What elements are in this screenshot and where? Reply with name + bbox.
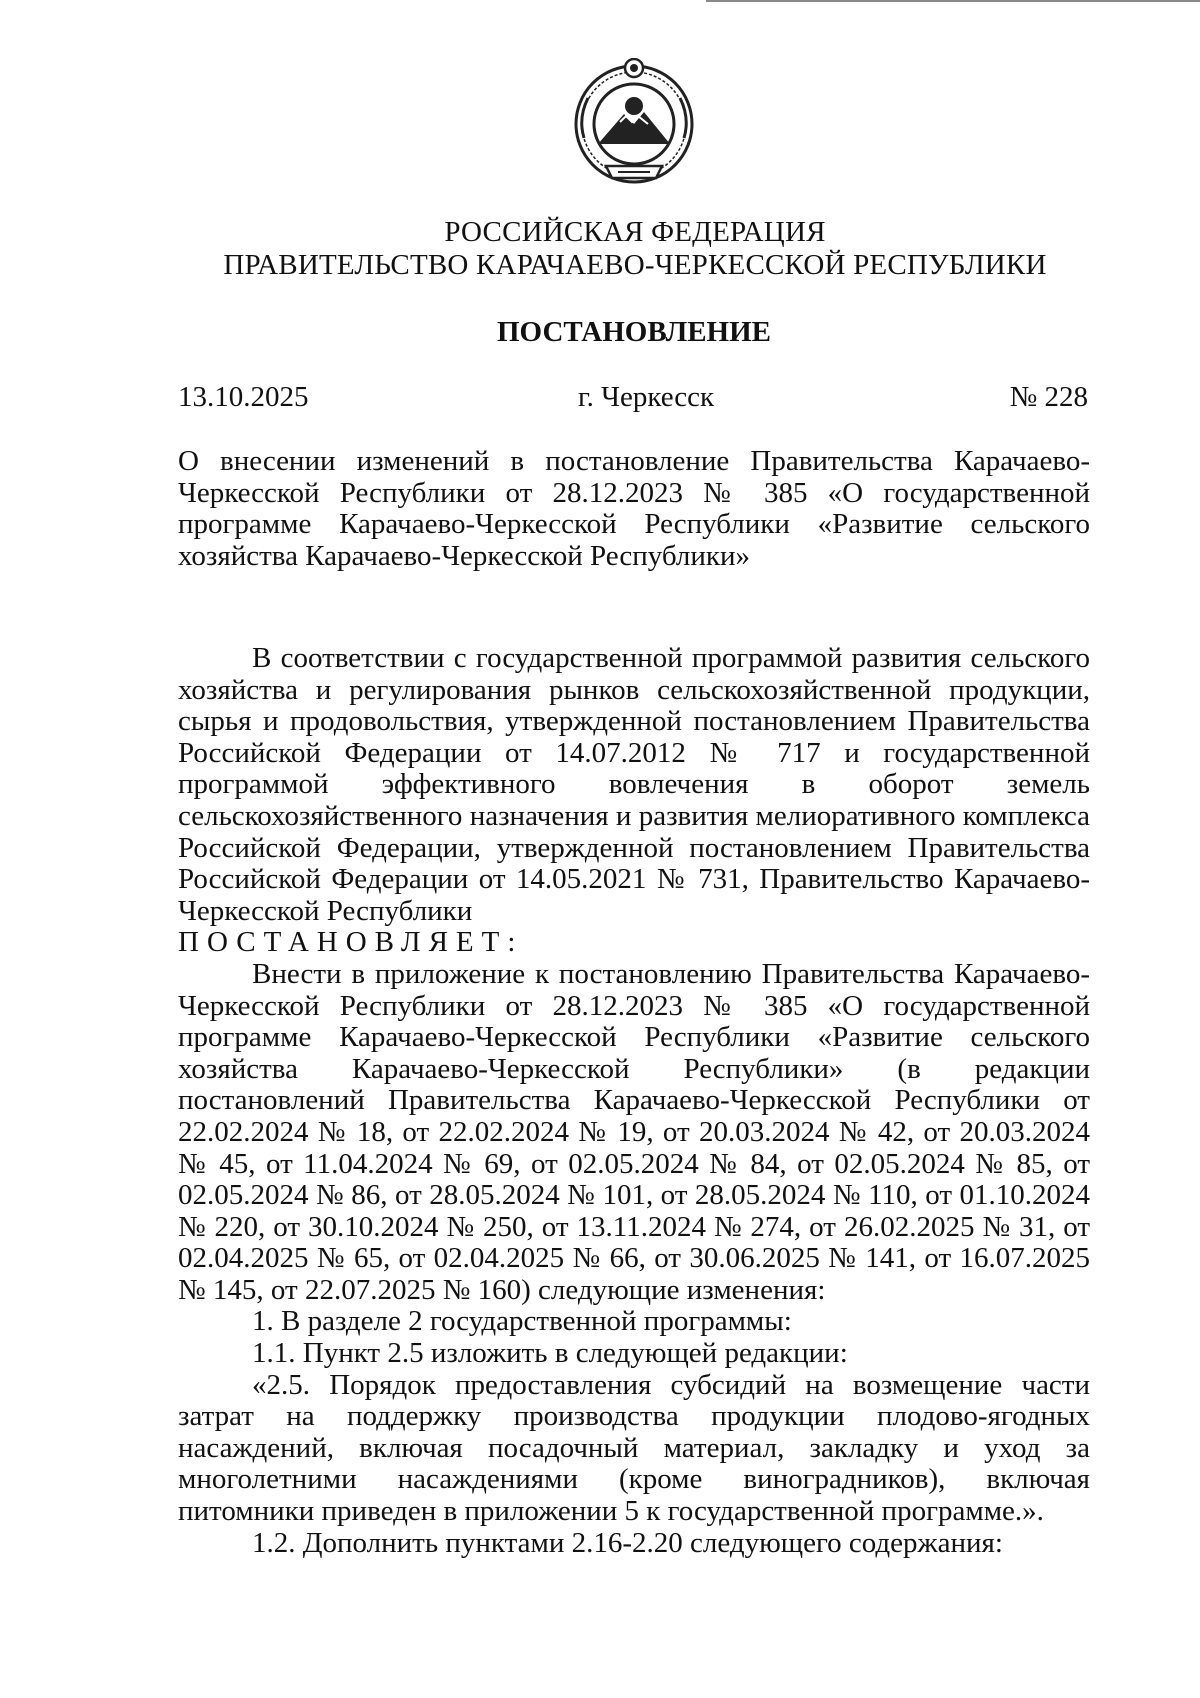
coat-of-arms-icon bbox=[568, 58, 700, 190]
preamble-paragraph: В соответствии с государственной программой развития сельского хозяйства и регулирования рынков сельскохозяйственной продукции, сырья и продовольствия, утвержденной постановлением Правительства Российской Федерации от 14.07.2012 № 717 и государственной программой эффективного вовлечения в оборот земель сельскохозяйственного назначения и развития мелиоративного комплекса Российской Федерации, утвержденной постановлением Правительства Российской Федерации от 14.05.2021 № 731, Правительство Карачаево-Черкесской Республики bbox=[178, 642, 1090, 927]
document-date: 13.10.2025 bbox=[178, 381, 309, 413]
government-heading: ПРАВИТЕЛЬСТВО КАРАЧАЕВО-ЧЕРКЕССКОЙ РЕСПУБЛИКИ bbox=[223, 249, 1047, 281]
subject-text: О внесении изменений в постановление Правительства Карачаево-Черкесской Республики от 28.12.2023 № 385 «О государственной программе Карачаево-Черкесской Республики «Развитие сельского хозяйства Карачаево-Черкесской Республики» bbox=[178, 445, 1090, 572]
body-paragraph: 1. В разделе 2 государственной программы: bbox=[252, 1305, 792, 1338]
body-paragraph: Внести в приложение к постановлению Правительства Карачаево-Черкесской Республики от 28.12.2023 № 385 «О государственной программе Карачаево-Черкесской Республики «Развитие сельского хозяйства Карачаево-Черкесской Республики» (в редакции постановлений Правительства Карачаево-Черкесской Республики от 22.02.2024 № 18, от 22.02.2024 № 19, от 20.03.2024 № 42, от 20.03.2024 № 45, от 11.04.2024 № 69, от 02.05.2024 № 84, от 02.05.2024 № 85, от 02.05.2024 № 86, от 28.05.2024 № 101, от 28.05.2024 № 110, от 01.10.2024 № 220, от 30.10.2024 № 250, от 13.11.2024 № 274, от 26.02.2025 № 31, от 02.04.2025 № 65, от 02.04.2025 № 66, от 30.06.2025 № 141, от 16.07.2025 № 145, от 22.07.2025 № 160) следующие изменения: bbox=[178, 957, 1090, 1306]
document-number: № 228 bbox=[1009, 381, 1088, 413]
body-paragraph: 1.1. Пункт 2.5 изложить в следующей редакции: bbox=[252, 1337, 848, 1370]
document-type-title: ПОСТАНОВЛЕНИЕ bbox=[496, 316, 771, 348]
body-paragraph: «2.5. Порядок предоставления субсидий на возмещение части затрат на поддержку производства продукции плодово-ягодных насаждений, включая посадочный материал, закладку и уход за многолетними насаждениями (кроме виноградников), включая питомники приведен в приложении 5 к государственной программе.». bbox=[178, 1368, 1090, 1528]
decree-word: ПОСТАНОВЛЯЕТ: bbox=[178, 926, 524, 959]
body-paragraph: 1.2. Дополнить пунктами 2.16-2.20 следующего содержания: bbox=[252, 1526, 1003, 1559]
document-city: г. Черкесск bbox=[578, 381, 715, 413]
document-subject bbox=[178, 446, 1090, 572]
country-heading: РОССИЙСКАЯ ФЕДЕРАЦИЯ bbox=[444, 216, 826, 248]
document-body bbox=[178, 643, 1090, 1559]
scan-edge-line bbox=[706, 0, 1200, 2]
